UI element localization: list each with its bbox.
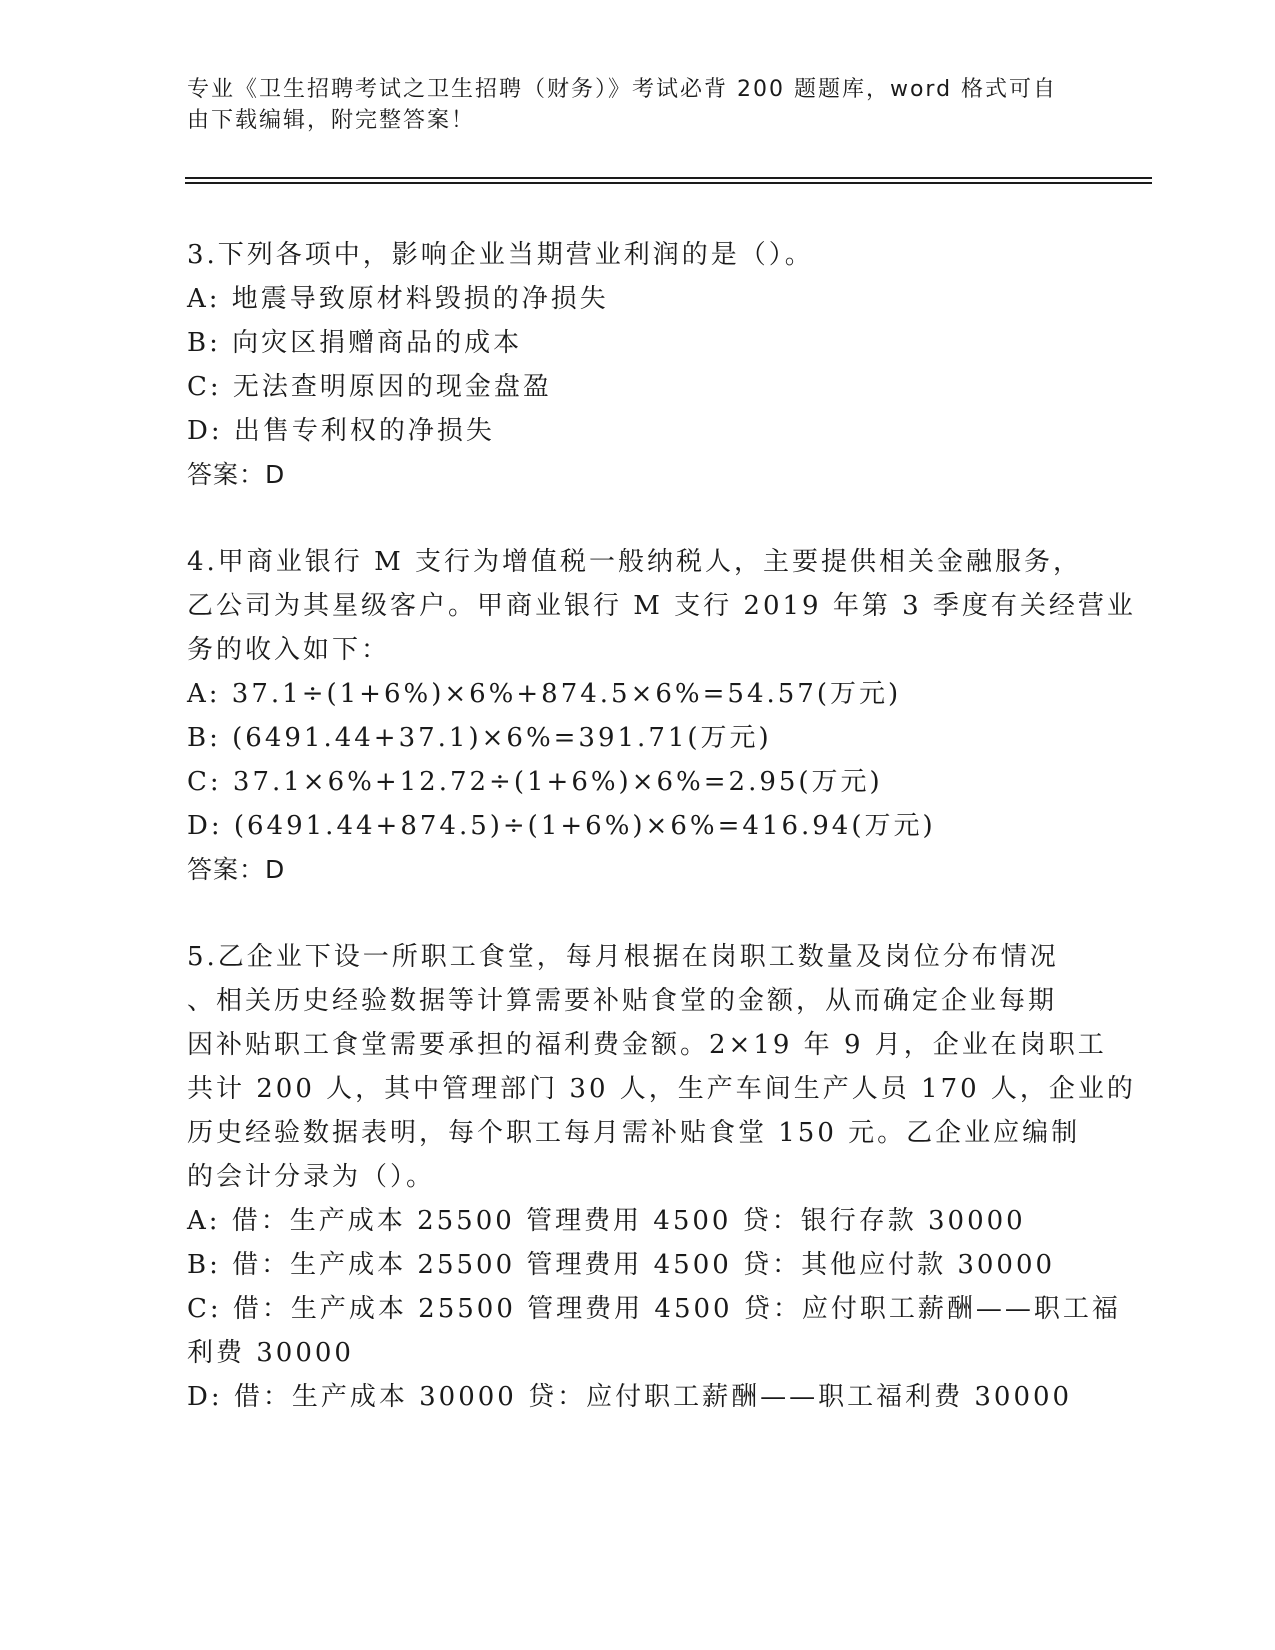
question-5-stem-line-2: 、相关历史经验数据等计算需要补贴食堂的金额，从而确定企业每期 [187, 986, 1058, 1016]
question-4-stem-line-3: 务的收入如下： [187, 635, 391, 665]
question-5-option-b: B: 借：生产成本 25500 管理费用 4500 贷：其他应付款 30000 [187, 1250, 1056, 1280]
question-3-answer: 答案：D [187, 460, 286, 489]
question-5-stem-line-6: 的会计分录为（）。 [187, 1162, 436, 1192]
question-5-option-a: A: 借：生产成本 25500 管理费用 4500 贷：银行存款 30000 [187, 1206, 1026, 1236]
question-3-option-b: B: 向灾区捐赠商品的成本 [187, 328, 523, 358]
question-5-stem-line-4: 共计 200 人，其中管理部门 30 人，生产车间生产人员 170 人，企业的 [187, 1074, 1136, 1104]
document-header [187, 74, 1067, 136]
header-divider-top [185, 177, 1152, 179]
question-5-option-c: C: 借：生产成本 25500 管理费用 4500 贷：应付职工薪酬——职工福 [187, 1294, 1121, 1324]
question-5-stem-line-5: 历史经验数据表明，每个职工每月需补贴食堂 150 元。乙企业应编制 [187, 1118, 1081, 1148]
header-line-2: 由下载编辑，附完整答案！ [187, 108, 476, 133]
question-4-answer: 答案：D [187, 855, 286, 884]
header-line-1: 专业《卫生招聘考试之卫生招聘（财务）》考试必背 200 题题库，word 格式可自 [187, 77, 1058, 102]
question-3-option-a: A: 地震导致原材料毁损的净损失 [187, 284, 609, 314]
question-5-stem-line-1: 5.乙企业下设一所职工食堂，每月根据在岗职工数量及岗位分布情况 [187, 942, 1059, 972]
question-3-stem: 3.下列各项中，影响企业当期营业利润的是（）。 [187, 240, 814, 270]
header-divider-bottom [185, 182, 1152, 184]
question-5-option-c-continued: 利费 30000 [187, 1338, 354, 1368]
question-4-option-a: A: 37.1÷(1+6%)×6%+874.5×6%=54.57(万元) [187, 679, 902, 709]
question-5-stem-line-3: 因补贴职工食堂需要承担的福利费金额。2×19 年 9 月，企业在岗职工 [187, 1030, 1107, 1060]
question-3-option-d: D: 出售专利权的净损失 [187, 416, 495, 446]
question-4-stem-line-1: 4.甲商业银行 M 支行为增值税一般纳税人，主要提供相关金融服务， [187, 547, 1082, 577]
question-4-option-c: C: 37.1×6%+12.72÷(1+6%)×6%=2.95(万元) [187, 767, 883, 797]
question-4-option-b: B: (6491.44+37.1)×6%=391.71(万元) [187, 723, 772, 753]
question-4-stem-line-2: 乙公司为其星级客户。甲商业银行 M 支行 2019 年第 3 季度有关经营业 [187, 591, 1136, 621]
question-3-option-c: C: 无法查明原因的现金盘盈 [187, 372, 552, 402]
question-5-option-d: D: 借：生产成本 30000 贷：应付职工薪酬——职工福利费 30000 [187, 1382, 1073, 1412]
question-4-option-d: D: (6491.44+874.5)÷(1+6%)×6%=416.94(万元) [187, 811, 936, 841]
